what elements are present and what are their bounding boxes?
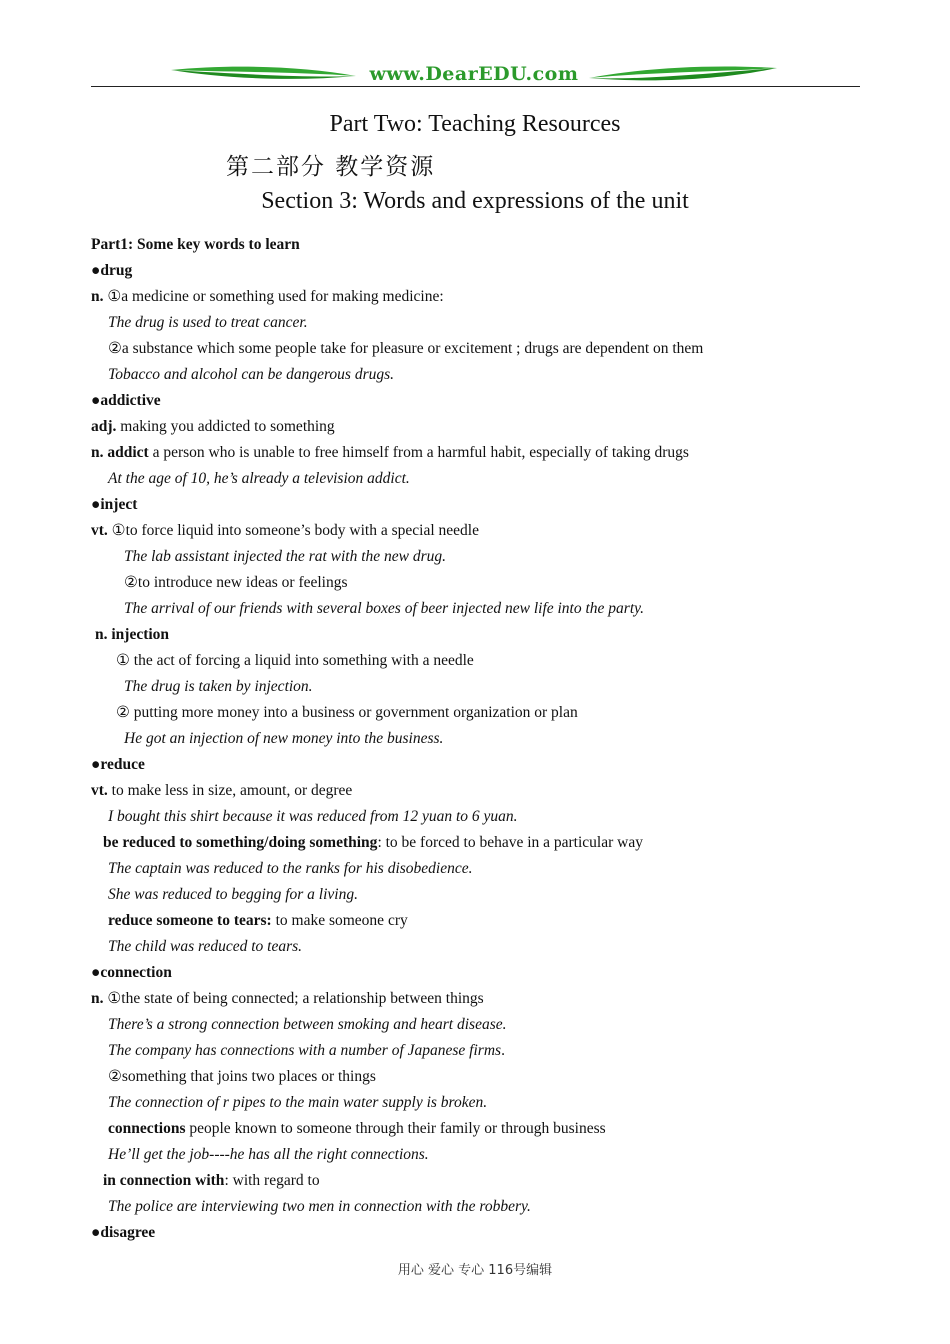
line-definition: ②to introduce new ideas or feelings — [124, 574, 348, 591]
document-line — [91, 986, 871, 1012]
line-example: He’ll get the job----he has all the right connections. — [108, 1146, 429, 1163]
document-line — [91, 284, 871, 310]
document-line — [91, 258, 871, 284]
line-definition: : with regard to — [224, 1172, 320, 1189]
document-line — [91, 492, 871, 518]
document-line — [91, 804, 871, 830]
line-definition: ② putting more money into a business or government organization or plan — [116, 704, 578, 721]
line-term: ●inject — [91, 496, 138, 513]
logo — [171, 62, 777, 86]
line-example: The child was reduced to tears. — [108, 938, 303, 955]
document-line — [91, 648, 871, 674]
line-term: ●connection — [91, 964, 172, 981]
line-definition: . — [501, 1042, 505, 1059]
document-line — [91, 908, 871, 934]
line-term: ●reduce — [91, 756, 145, 773]
line-definition: people known to someone through their family or through business — [189, 1120, 606, 1137]
document-line — [91, 1090, 871, 1116]
line-definition: : to be forced to behave in a particular way — [377, 834, 643, 851]
logo-text: www.DearEDU.com — [369, 63, 579, 85]
line-term: n. — [91, 990, 108, 1007]
document-line — [91, 1194, 871, 1220]
document-line — [91, 518, 871, 544]
line-example: The captain was reduced to the ranks for his disobedience. — [108, 860, 473, 877]
document-line — [91, 232, 871, 258]
document-line — [91, 1168, 871, 1194]
line-definition: ②a substance which some people take for pleasure or excitement ; drugs are dependent on them — [108, 340, 704, 357]
header-rule — [91, 86, 860, 87]
document-line — [91, 544, 871, 570]
document-line — [91, 1116, 871, 1142]
document-line — [91, 674, 871, 700]
line-definition: ②something that joins two places or things — [108, 1068, 376, 1085]
document-body — [91, 232, 871, 1246]
line-term: ●addictive — [91, 392, 161, 409]
document-line — [91, 752, 871, 778]
line-example: The arrival of our friends with several boxes of beer injected new life into the party. — [124, 600, 645, 617]
line-term: vt. — [91, 522, 112, 539]
document-line — [91, 1038, 871, 1064]
line-term: n. — [91, 288, 108, 305]
line-definition: a person who is unable to free himself from a harmful habit, especially of taking drugs — [152, 444, 689, 461]
document-line — [91, 700, 871, 726]
document-line — [91, 1220, 871, 1246]
line-example: I bought this shirt because it was reduced from 12 yuan to 6 yuan. — [108, 808, 518, 825]
page-footer: 用心 爱心 专心 116号编辑 — [397, 1263, 553, 1278]
line-example: Tobacco and alcohol can be dangerous drugs. — [108, 366, 395, 383]
line-example: The drug is taken by injection. — [124, 678, 313, 695]
line-term: be reduced to something/doing something — [103, 834, 378, 851]
document-line — [91, 310, 871, 336]
document-line — [91, 570, 871, 596]
line-definition: ① the act of forcing a liquid into something with a needle — [116, 652, 474, 669]
section-title: Section 3: Words and expressions of the unit — [261, 188, 689, 214]
line-term: ●disagree — [91, 1224, 156, 1241]
line-example: The connection of r pipes to the main water supply is broken. — [108, 1094, 488, 1111]
document-line — [91, 778, 871, 804]
line-example: There’s a strong connection between smoking and heart disease. — [108, 1016, 507, 1033]
line-example: She was reduced to begging for a living. — [108, 886, 358, 903]
document-line — [91, 622, 871, 648]
line-example: The police are interviewing two men in connection with the robbery. — [108, 1198, 531, 1215]
line-definition: ①to force liquid into someone’s body with a special needle — [111, 522, 479, 539]
line-definition: making you addicted to something — [120, 418, 335, 435]
page-title: Part Two: Teaching Resources — [329, 111, 621, 137]
line-example: He got an injection of new money into the business. — [124, 730, 444, 747]
document-line — [91, 1142, 871, 1168]
document-line — [91, 856, 871, 882]
page-header — [91, 62, 860, 90]
document-line — [91, 1012, 871, 1038]
line-term: Part1: Some key words to learn — [91, 236, 300, 253]
line-example: The lab assistant injected the rat with the new drug. — [124, 548, 447, 565]
line-example: The company has connections with a number of Japanese firms — [108, 1042, 502, 1059]
document-line — [91, 960, 871, 986]
document-line — [91, 596, 871, 622]
line-term: ●drug — [91, 262, 133, 279]
line-term: connections — [108, 1120, 190, 1137]
document-line — [91, 726, 871, 752]
document-line — [91, 1064, 871, 1090]
line-example: At the age of 10, he’s already a television addict. — [108, 470, 410, 487]
line-term: vt. — [91, 782, 112, 799]
line-definition: to make someone cry — [275, 912, 408, 929]
document-line — [91, 336, 871, 362]
line-term: reduce someone to tears: — [108, 912, 276, 929]
line-definition: to make less in size, amount, or degree — [111, 782, 353, 799]
document-line — [91, 466, 871, 492]
document-line — [91, 414, 871, 440]
line-term: adj. — [91, 418, 121, 435]
line-definition: ①the state of being connected; a relationship between things — [107, 990, 484, 1007]
document-line — [91, 362, 871, 388]
document-line — [91, 830, 871, 856]
line-definition: ①a medicine or something used for making medicine: — [107, 288, 444, 305]
line-term: n. addict — [91, 444, 153, 461]
line-term: n. injection — [95, 626, 170, 643]
document-line — [91, 440, 871, 466]
document-line — [91, 882, 871, 908]
document-line — [91, 934, 871, 960]
document-line — [91, 388, 871, 414]
line-term: in connection with — [103, 1172, 225, 1189]
line-example: The drug is used to treat cancer. — [108, 314, 308, 331]
page-title-chinese: 第二部分 教学资源 — [226, 154, 436, 180]
